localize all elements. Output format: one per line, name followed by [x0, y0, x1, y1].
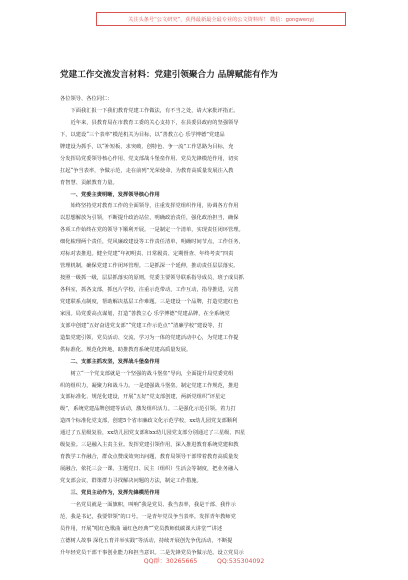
- paragraph-line: 育智慧、贡献教育力量。: [60, 179, 118, 186]
- paragraph-line: 支部中创建“五好奋进党支部”“党建工作示范点”“清廉学校”建设等，打: [60, 322, 224, 329]
- paragraph-line: 家园。局党委高点谋划，打造“善教立心 乐学博德”党建品牌，在全系统党: [60, 310, 230, 317]
- paragraph-line: 近年来，县教育局在市教育工委的关心支持下，在县委县政府的坚强领导: [70, 119, 239, 126]
- promo-banner: [96, 12, 346, 26]
- paragraph-line: 党建联系点制度，帮助解决基层工作难题。三是建设一个品牌，打造党建红色: [60, 298, 239, 305]
- paragraph-line: 支部标准化、规范化建设，开展“五好”党支部创建，两新党组织“评星定: [60, 394, 226, 401]
- section-heading: 一、党委主责明晰，发挥领导核心作用: [70, 191, 160, 198]
- footer-qq-number: QQ:535304092: [217, 558, 265, 565]
- paragraph-line: 细化梳理两个责任，党风廉政建设等工作责任清单，明确时间节点，工作任务，: [60, 239, 244, 246]
- paragraph-line: 各科室，抓各支部，抓包片学校，注重示范带动，工作互动，指导推进，完善: [60, 287, 239, 293]
- paragraph-line: 下，以建设“三个表率”模范机关为目标，以“善教立心 乐学博德”党建品: [60, 131, 225, 138]
- paragraph-line: 分发挥局党委领导核心作用、党支部战斗堡垒作用、党员先锋模范作用，切实: [60, 155, 239, 162]
- paragraph-line: 树立“一个党支部就是一个坚强的战斗堡垒”导向，全面提升局党委党组: [70, 370, 234, 377]
- paragraph-line: 党支部会议，群策群力寻找解决问题的方法，制定工作措施。: [60, 478, 202, 484]
- paragraph-line: 各位领导、各位同仁：: [60, 96, 113, 102]
- paragraph-line: 牌建设为抓手，以“补短板、求突破、创特色、争一流”工作思路为目标，充: [60, 143, 234, 150]
- paragraph-line: 范，我是书记，我要带领”的口号。一是青年党员争当表率。发挥青年教师党: [60, 513, 236, 520]
- paragraph-line: 始终坚持党对教育工作的全面领导，注重发挥党组织作用，协调各方作用: [70, 203, 239, 210]
- paragraph-line: 级复验。三是融入主责主业。发挥党建引领作用，深入推进教育系统党建和教: [60, 442, 239, 449]
- paragraph-line: 造四个标准化党支部，创建5个省市廉政文化示范学校，xx幼儿园党支部顺利: [60, 418, 238, 425]
- paragraph-line: 升年轻党员干部干事创业能力和担当意识。二是先锋党员争做示范。设立党员示: [60, 549, 244, 556]
- paragraph-line: 供标准化、规范化阵地，助推教育系统党建高质量发展。: [60, 346, 192, 353]
- paragraph-line: 织的组织力，凝聚力和战斗力。一是建强战斗堡垒。制定党建工作规范，推进: [60, 382, 239, 389]
- paragraph-line: 育教学工作融合，群众点赞成效突出问题，教育局领导干部带着教育高质量发: [60, 454, 239, 461]
- paragraph-line: 通过了五星级复验，xx幼儿园党支部和xx幼儿园党支部分别通过了三星级、四星: [60, 430, 246, 437]
- paragraph-line: 以思想解放为引领，不断提升政治站位，明确政治责任，强化政治担当，确保: [60, 215, 239, 222]
- footer-qq-group: QQ群：30265665: [143, 558, 198, 565]
- section-heading: 二、支部主抓攻坚，发挥战斗堡垒作用: [70, 358, 160, 365]
- paragraph-line: 对标对表推进。健全党建“年初明责、日常履责、定期督查、年终考责”四责: [60, 251, 234, 258]
- document-body: [60, 94, 350, 560]
- paragraph-line: 员作用，开展“唱红色歌曲 诵红色经典”“党员教师低碳课大讲堂”“讲述: [60, 525, 223, 532]
- paragraph-line: 级”，系统党建品牌创建等活动，激发组织活力。二是强化示范引领。着力打: [60, 406, 236, 413]
- paragraph-line: 展融合，依托三会一课、主题党日、民主（组织）生活会等制度，把业务融入: [60, 466, 239, 473]
- document-title: 党建工作交流发言材料：党建引领聚合力 品牌赋能有作为: [60, 70, 278, 80]
- paragraph-line: 一名党员就是一面旗帜，叫响“我是党员、我当表率，我是干部、我作示: [70, 501, 236, 508]
- promo-banner-text: 关注头条号“公文研究”，获得最新最全最专业的公文资料库！ 微信：gongwenyj: [128, 16, 314, 23]
- paragraph-line: 扛起“争当表率，争做示范，走在前列”光荣使命，为教育高质量发展注入教: [60, 167, 234, 174]
- footer-contact: [0, 556, 408, 565]
- paragraph-line: 按照一级抓一级，层层抓落实的原则，党委主要领导联系指导成员，班子成员抓: [60, 275, 244, 282]
- paragraph-line: 下面我汇报一下我们教育党建工作做法，有不当之处，请大家批评指正。: [70, 107, 239, 114]
- paragraph-line: 造集党建引领、党员活动、交流、学习为一体的党建活动中心，为党建工作提: [60, 334, 239, 341]
- paragraph-line: 立德树人故事 深化五育并举实践”等活动，持续开展创先争优活动，不断提: [60, 537, 233, 544]
- paragraph-line: 各项工作始终在党的领导下顺利开展。一是制定一个清单，实现责任闭环管理。: [60, 227, 244, 234]
- section-heading: 三、党员主动作为，发挥先锋模范作用: [70, 489, 160, 496]
- paragraph-line: 管理机制，确保党建工作闭环管理。二是抓深一个延伸，推动责任层层落实。: [60, 263, 239, 270]
